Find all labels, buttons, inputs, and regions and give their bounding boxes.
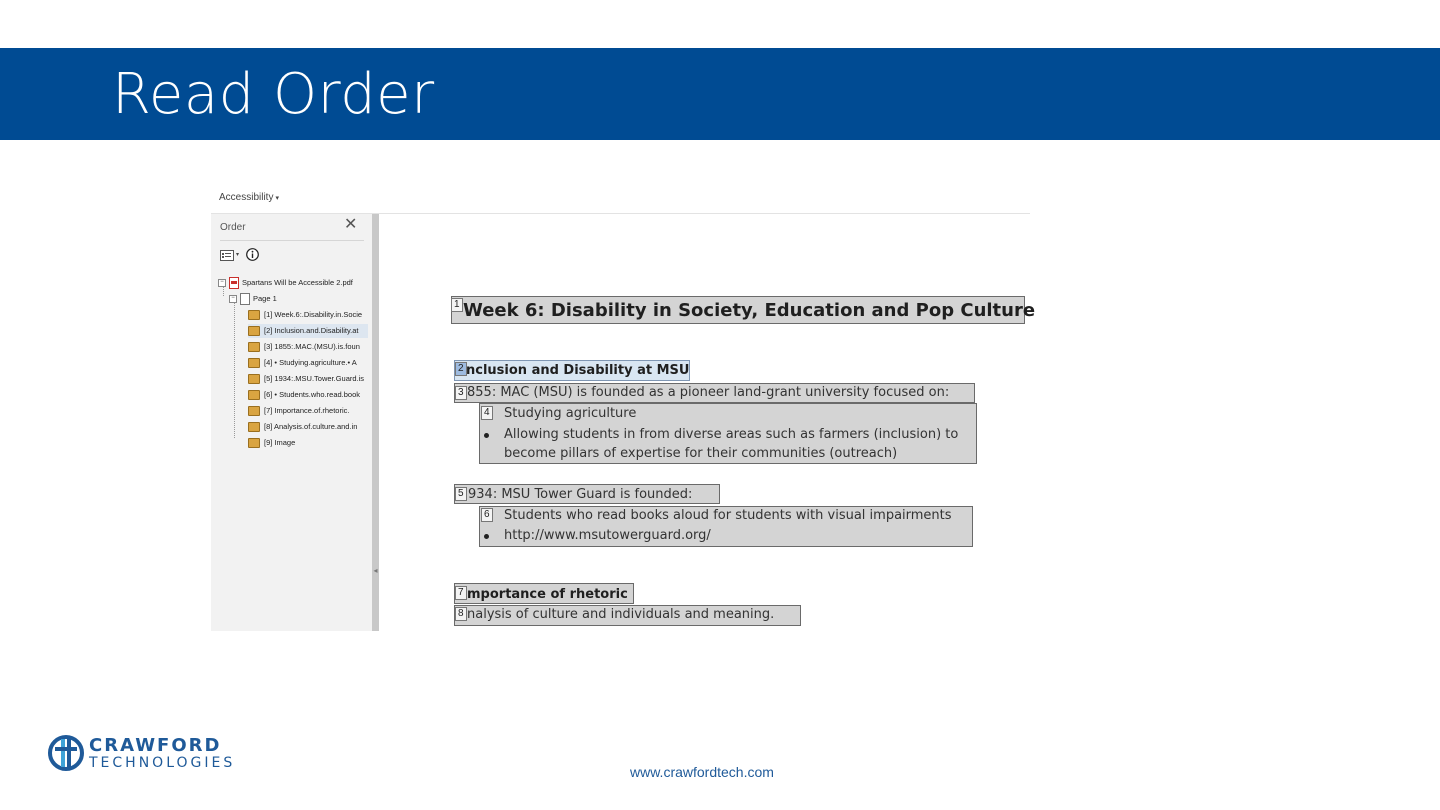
tag-icon: [248, 342, 260, 352]
accessibility-menu-label: Accessibility: [219, 192, 274, 203]
options-chevron-icon[interactable]: ▾: [236, 252, 240, 258]
logo-text-line2: TECHNOLOGIES: [89, 755, 236, 771]
page-icon: [240, 293, 250, 305]
tag-icon: [248, 358, 260, 368]
body-text: 934: MSU Tower Guard is founded:: [468, 487, 693, 502]
order-number: 7: [455, 586, 467, 600]
order-number: 4: [481, 406, 493, 420]
pdf-file-icon: [229, 277, 239, 289]
heading-text: Week 6: Disability in Society, Education and Pop Culture: [463, 300, 1036, 321]
collapse-icon[interactable]: −: [218, 279, 226, 287]
tag-icon: [248, 326, 260, 336]
list-item-text: Studying agriculture: [504, 406, 637, 421]
tree-file-label: Spartans Will be Accessible 2.pdf: [242, 278, 353, 287]
tag-icon: [248, 390, 260, 400]
footer-url[interactable]: www.crawfordtech.com: [630, 764, 774, 780]
section-heading: nclusion and Disability at MSU: [466, 363, 690, 378]
chevron-down-icon: ▾: [275, 195, 279, 202]
body-text: 855: MAC (MSU) is founded as a pioneer land-grant university focused on:: [467, 385, 950, 400]
tree-item-label: [2] Inclusion.and.Disability.at: [264, 326, 359, 335]
tree-item-label: [5] 1934:.MSU.Tower.Guard.is: [264, 374, 365, 383]
accessibility-menu[interactable]: [219, 192, 279, 203]
tree-item-label: [8] Analysis.of.culture.and.in: [264, 422, 358, 431]
tree-page-node[interactable]: [229, 292, 277, 306]
tag-icon: [248, 406, 260, 416]
tag-icon: [248, 310, 260, 320]
tag-icon: [248, 422, 260, 432]
tree-item-label: [6] • Students.who.read.book: [264, 390, 361, 399]
tree-item-label: [1] Week.6:.Disability.in.Socie: [264, 310, 363, 319]
tree-item-4[interactable]: [248, 356, 368, 370]
tree-item-8[interactable]: [248, 420, 368, 434]
list-item-text: Allowing students in from diverse areas such as farmers (inclusion) to: [504, 427, 959, 442]
tree-item-label: [7] Importance.of.rhetoric.: [264, 406, 350, 415]
tree-item-6[interactable]: [248, 388, 368, 402]
acrobat-screenshot: [211, 186, 1036, 631]
order-panel-title: Order: [220, 222, 246, 233]
tree-item-1[interactable]: [248, 308, 368, 322]
body-text: nalysis of culture and individuals and meaning.: [467, 607, 775, 622]
logo-text-line1: CRAWFORD: [89, 735, 222, 756]
order-number: 6: [481, 508, 493, 522]
close-icon[interactable]: ✕: [344, 216, 358, 233]
order-number: 2: [455, 362, 467, 376]
crawford-logo: [47, 733, 277, 775]
order-number: 3: [455, 386, 467, 400]
tree-item-2[interactable]: [248, 324, 368, 338]
options-icon[interactable]: [220, 250, 234, 261]
tree-item-9[interactable]: [248, 436, 368, 450]
bullet: [484, 534, 489, 539]
order-number: 8: [455, 607, 467, 621]
order-number: 1: [451, 298, 463, 312]
bullet: [484, 433, 489, 438]
tree-item-3[interactable]: [248, 340, 368, 354]
tree-item-label: [9] Image: [264, 438, 296, 447]
document-page: [379, 214, 1036, 631]
order-number: 5: [455, 487, 467, 501]
tree-file-node[interactable]: [218, 276, 353, 290]
tree-page-label: Page 1: [253, 294, 277, 303]
panel-divider: [220, 240, 364, 241]
crawford-logo-icon: [47, 733, 85, 773]
slide-title: Read Order: [112, 62, 435, 127]
tree-connector: [234, 300, 235, 438]
collapse-icon[interactable]: −: [229, 295, 237, 303]
tree-item-7[interactable]: [248, 404, 368, 418]
list-item-text: http://www.msutowerguard.org/: [504, 528, 711, 543]
list-item-text: Students who read books aloud for students with visual impairments: [504, 508, 952, 523]
info-icon[interactable]: [246, 248, 259, 261]
tag-icon: [248, 374, 260, 384]
order-panel: [211, 214, 372, 631]
tree-item-label: [3] 1855:.MAC.(MSU).is.foun: [264, 342, 360, 351]
tag-icon: [248, 438, 260, 448]
section-heading: mportance of rhetoric: [467, 587, 628, 602]
collapse-panel-icon[interactable]: ◂: [373, 566, 378, 575]
list-item-text: become pillars of expertise for their communities (outreach): [504, 446, 898, 461]
tree-item-label: [4] • Studying.agriculture.• A: [264, 358, 357, 367]
tree-item-5[interactable]: [248, 372, 368, 386]
